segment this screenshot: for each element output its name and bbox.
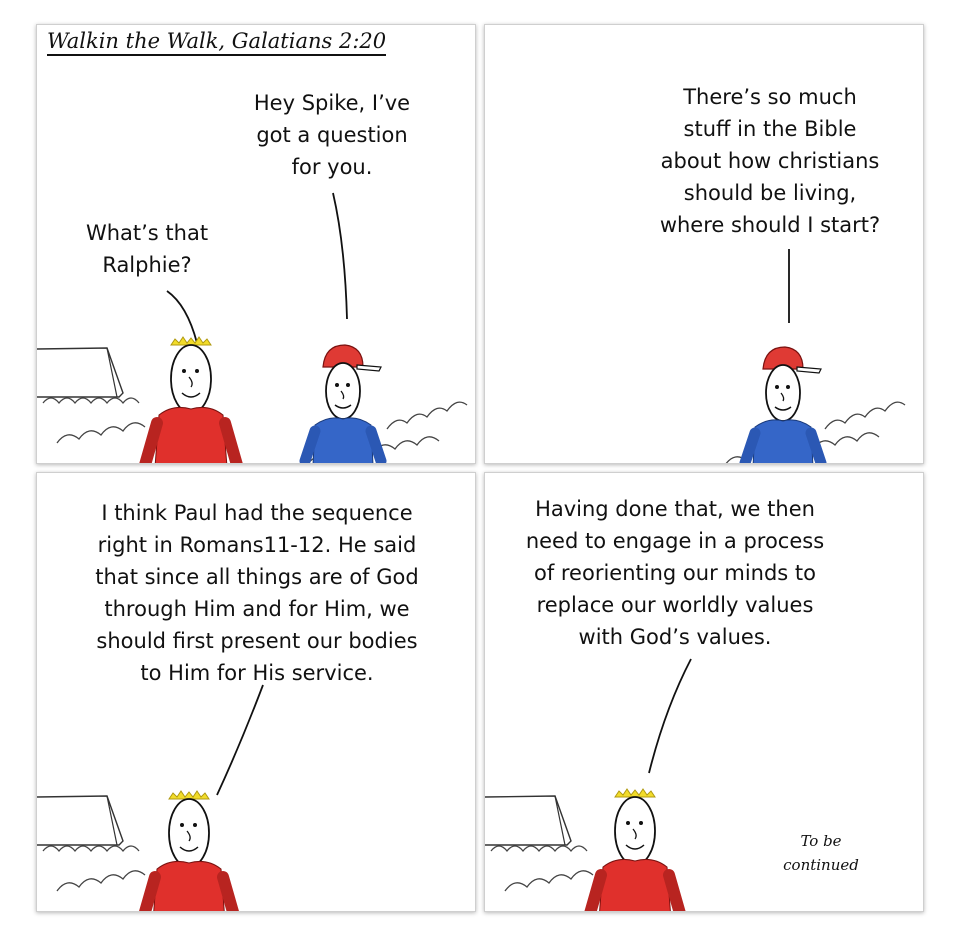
- spike-speech-bubble: Hey Spike, I’ve got a question for you.: [253, 91, 411, 179]
- ralphie-speech-bubble: Having done that, we then need to engage in a process of reorienting our minds to replace our worldly values with God’s values.: [525, 497, 825, 649]
- comic-panel-4: [484, 472, 924, 912]
- comic-panel-2: [484, 24, 924, 464]
- comic-panel-3: [36, 472, 476, 912]
- ralphie-speech-bubble: What’s that Ralphie?: [85, 221, 209, 277]
- comic-title: Walkin the Walk, Galatians 2:20: [47, 29, 386, 56]
- comic-panel-1: [36, 24, 476, 464]
- ralphie-speech-bubble: There’s so much stuff in the Bible about how christians should be living, where should I start?: [659, 85, 881, 237]
- to-be-continued-caption: To be continued: [783, 832, 859, 874]
- spike-speech-bubble: I think Paul had the sequence right in Romans11-12. He said that since all things are of God through Him and for Him, we should first present our bodies to Him for His service.: [95, 501, 419, 685]
